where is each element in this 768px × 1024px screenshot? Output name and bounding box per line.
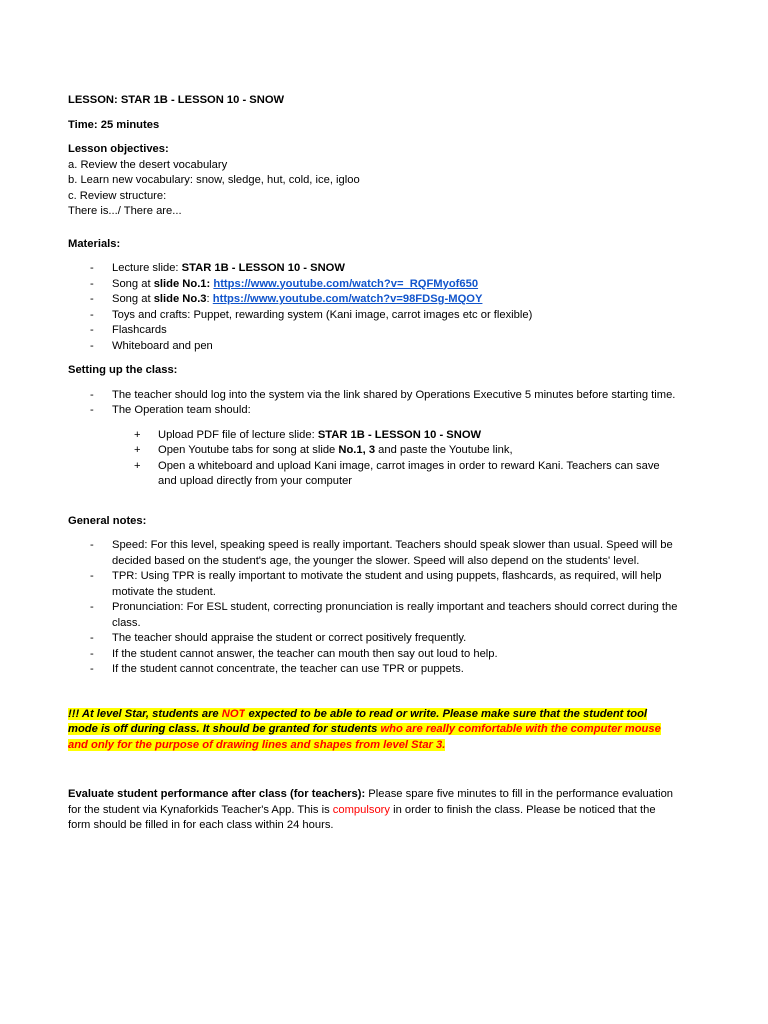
setup-list — [68, 388, 678, 419]
song1-link[interactable]: https://www.youtube.com/watch?v=_RQFMyof650 — [213, 277, 479, 290]
list-item: - Lecture slide: STAR 1B - LESSON 10 - SNOW — [68, 261, 678, 277]
compulsory-emphasis: compulsory — [332, 803, 390, 816]
objective-c-structure: There is.../ There are... — [68, 205, 182, 217]
lesson-time: Time: 25 minutes — [68, 118, 160, 131]
objective-c: c. Review structure: — [68, 189, 167, 202]
notes-section — [68, 514, 678, 678]
list-item: - Speed: For this level, speaking speed is really important. Teachers should speak slower than usual. Speed will be decided based on the student's age, the younger the slower. Speed will also depend on the students' level. — [68, 538, 678, 569]
objectives-section — [68, 142, 678, 220]
list-item: - Flashcards — [68, 323, 678, 339]
list-item: - Song at slide No.3: https://www.youtube.com/watch?v=98FDSg-MQOY — [68, 292, 678, 308]
song3-link[interactable]: https://www.youtube.com/watch?v=98FDSg-MQOY — [212, 293, 483, 305]
list-item: + Upload PDF file of lecture slide: STAR 1B - LESSON 10 - SNOW — [68, 428, 678, 444]
notes-heading: General notes: — [68, 514, 147, 527]
list-item: - If the student cannot answer, the teacher can mouth then say out loud to help. — [68, 647, 678, 663]
list-item: + Open Youtube tabs for song at slide No.1, 3 and paste the Youtube link, — [68, 443, 678, 459]
setup-heading: Setting up the class: — [68, 364, 178, 376]
objective-a: a. Review the desert vocabulary — [68, 158, 228, 171]
objectives-heading: Lesson objectives: — [68, 143, 169, 155]
list-item: - If the student cannot concentrate, the teacher can use TPR or puppets. — [68, 662, 678, 678]
list-item: - Song at slide No.1: https://www.youtube.com/watch?v=_RQFMyof650 — [68, 277, 678, 293]
list-item: - Pronunciation: For ESL student, correcting pronunciation is really important and teachers should correct during the class. — [68, 600, 678, 631]
lesson-title: LESSON: STAR 1B - LESSON 10 - SNOW — [68, 94, 285, 106]
document-body — [68, 93, 678, 834]
materials-heading: Materials: — [68, 237, 121, 250]
operation-team-list — [68, 428, 678, 490]
list-item: - The Operation team should: — [68, 403, 678, 419]
notes-list — [68, 538, 678, 678]
list-item: - Toys and crafts: Puppet, rewarding system (Kani image, carrot images etc or flexible) — [68, 308, 678, 324]
list-item: - The teacher should appraise the student or correct positively frequently. — [68, 631, 678, 647]
list-item: - The teacher should log into the system via the link shared by Operations Executive 5 minutes before starting time. — [68, 388, 678, 404]
materials-list — [68, 261, 678, 354]
warning-note: !!! At level Star, students are NOT expected to be able to read or write. Please make sure that the student tool mode is off during class. It should be granted for students who are really comfortable with the computer mouse and only for the purpose of drawing lines and shapes from level Star 3. — [68, 707, 661, 751]
setup-section — [68, 363, 678, 490]
list-item: + Open a whiteboard and upload Kani image, carrot images in order to reward Kani. Teachers can save and upload directly from your computer — [68, 459, 678, 490]
list-item: - TPR: Using TPR is really important to motivate the student and using puppets, flashcards, as required, will help motivate the student. — [68, 569, 678, 600]
not-emphasis: NOT — [221, 707, 246, 720]
objective-b: b. Learn new vocabulary: snow, sledge, hut, cold, ice, igloo — [68, 174, 360, 186]
evaluate-note: Evaluate student performance after class (for teachers): Please spare five minutes to fill in the performance evaluation for the student via Kynaforkids Teacher's App. This is compulsory in order to finish the class. Please be noticed that the form should be filled in for each class within 24 hours. — [68, 788, 674, 831]
materials-section — [68, 237, 678, 355]
list-item: - Whiteboard and pen — [68, 339, 678, 355]
